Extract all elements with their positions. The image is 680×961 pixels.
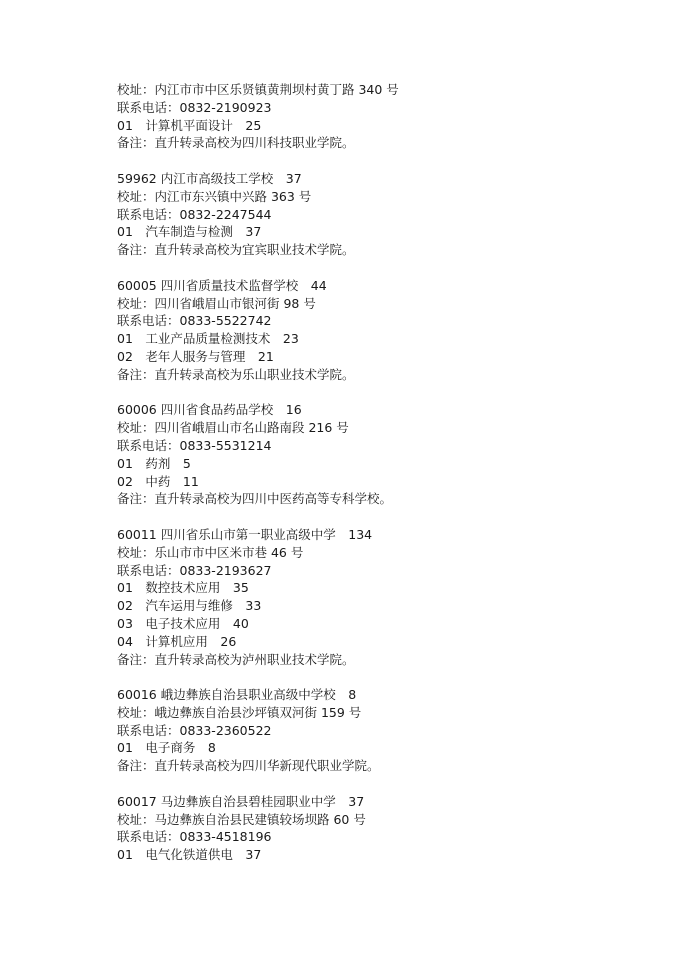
text-line: 60005 四川省质量技术监督学校 44 (117, 277, 327, 293)
text-line: 联系电话：0833-5531214 (117, 437, 272, 453)
text-line: 02 中药 11 (117, 473, 199, 489)
text-line: 60017 马边彝族自治县碧桂园职业中学 37 (117, 793, 365, 809)
text-line: 备注：直升转录高校为泸州职业技术学院。 (117, 651, 355, 667)
text-line: 备注：直升转录高校为四川中医药高等专科学校。 (117, 491, 393, 507)
text-line: 01 药剂 5 (117, 455, 191, 471)
blank-line (117, 668, 657, 686)
text-line: 备注：直升转录高校为四川科技职业学院。 (117, 135, 355, 151)
text-line: 校址：内江市市中区乐贤镇黄荆坝村黄丁路 340 号 (117, 82, 399, 97)
text-line: 01 电子商务 8 (117, 740, 216, 756)
blank-line (117, 508, 657, 526)
text-line: 联系电话：0832-2190923 (117, 99, 272, 115)
text-line: 60011 四川省乐山市第一职业高级中学 134 (117, 526, 373, 542)
text-line: 01 数控技术应用 35 (117, 580, 249, 596)
text-line: 备注：直升转录高校为宜宾职业技术学院。 (117, 242, 355, 258)
text-line: 01 汽车制造与检测 37 (117, 224, 262, 240)
text-line: 校址：乐山市市中区米市巷 46 号 (117, 544, 304, 560)
text-line: 校址：峨边彝族自治县沙坪镇双河街 159 号 (117, 704, 362, 720)
text-line: 01 计算机平面设计 25 (117, 117, 262, 133)
text-line: 校址：内江市东兴镇中兴路 363 号 (117, 188, 312, 204)
text-line: 03 电子技术应用 40 (117, 615, 249, 631)
text-line: 59962 内江市高级技工学校 37 (117, 170, 302, 186)
document-body (117, 81, 657, 864)
text-line: 04 计算机应用 26 (117, 633, 237, 649)
text-line: 联系电话：0833-2360522 (117, 722, 272, 738)
blank-line (117, 259, 657, 277)
text-line: 校址：四川省峨眉山市名山路南段 216 号 (117, 420, 349, 436)
blank-line (117, 152, 657, 170)
text-line: 60016 峨边彝族自治县职业高级中学校 8 (117, 687, 357, 703)
text-line: 校址：四川省峨眉山市银河街 98 号 (117, 295, 316, 311)
text-line: 校址：马边彝族自治县民建镇较场坝路 60 号 (117, 811, 366, 827)
text-line: 02 老年人服务与管理 21 (117, 348, 274, 364)
text-line: 02 汽车运用与维修 33 (117, 598, 262, 614)
text-line: 联系电话：0833-5522742 (117, 313, 272, 329)
text-line: 联系电话：0833-4518196 (117, 829, 272, 845)
text-line: 联系电话：0832-2247544 (117, 206, 272, 222)
text-line: 01 电气化铁道供电 37 (117, 847, 262, 863)
text-line: 01 工业产品质量检测技术 23 (117, 331, 299, 347)
text-line: 备注：直升转录高校为乐山职业技术学院。 (117, 366, 355, 382)
text-line: 60006 四川省食品药品学校 16 (117, 402, 302, 418)
text-line: 联系电话：0833-2193627 (117, 562, 272, 578)
text-line: 备注：直升转录高校为四川华新现代职业学院。 (117, 758, 380, 774)
blank-line (117, 384, 657, 402)
blank-line (117, 775, 657, 793)
